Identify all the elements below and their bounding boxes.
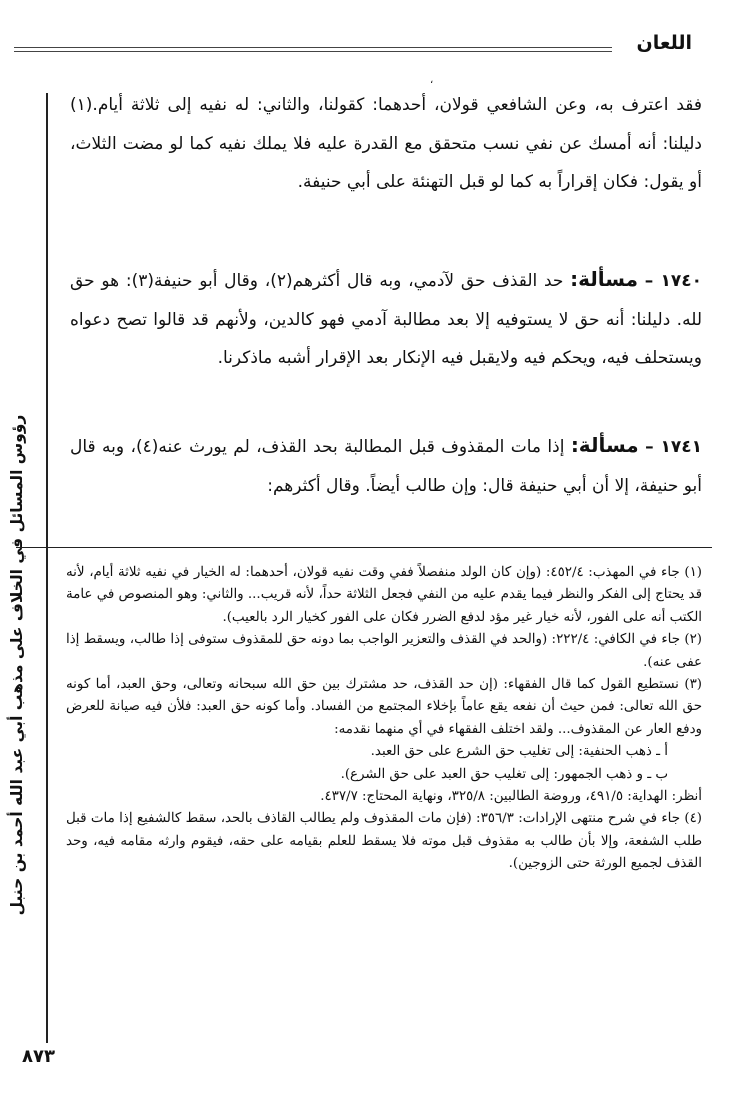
paragraph-intro-text: فقد اعترف به، وعن الشافعي قولان، أحدهما: كقولنا، والثاني: له نفيه إلى ثلاثة أيام.(١) دليلنا: أنه أمسك عن نفي نسب متحقق مع القدرة عليه فلا يملك نفيه كما لو مضت الثلاث، أو يقول: فكان إقراراً به كما لو قبل التهنئة على أبي حنيفة. — [70, 95, 702, 192]
masala-1741-text — [70, 426, 702, 505]
stray-mark: ، — [430, 75, 434, 86]
masala-1740-body: حد القذف حق لآدمي، وبه قال أكثرهم(٢)، وقال أبو حنيفة(٣): هو حق لله. دليلنا: أنه حق لا يستوفيه إلا بعد مطالبة آدمي فهو كالدين، ولأنهم قد قالوا تصح دعواه ويستحلف فيه، ويحكم فيه ولايقبل فيه الإنكار بعد الإقرار أشبه ماذكرنا. — [70, 271, 702, 368]
footnote-separator — [16, 547, 712, 548]
page-number: ٨٧٣ — [22, 1046, 55, 1067]
paragraph-intro — [70, 86, 702, 202]
masala-1740 — [70, 260, 702, 378]
side-running-title-text: رؤوس المسائل في الخلاف على مذهب أبي عبد الله أحمد بن حنبل — [8, 414, 26, 916]
masala-1741-heading: مسألة: — [570, 433, 639, 457]
footnote-3: (٣) نستطيع القول كما قال الفقهاء: (إن حد القذف، حد مشترك بين حق الله سبحانه وتعالى، وحق العبد، أما كونه حق الله تعالى: فمن حيث أن نفعه يقع عاماً بإخلاء المجتمع من الفساد. وأما كونه حق العبد: فلأن فيه صيانة للعرض ودفع العار عن المقذوف... ولقد اختلف الفقهاء في أي منهما نقدمه: — [66, 677, 702, 737]
footnote-3-item-a: أ ـ ذهب الحنفية: إلى تغليب حق الشرع على حق العبد. — [370, 744, 668, 760]
side-vertical-rule — [46, 93, 48, 1043]
masala-1740-number: ١٧٤٠ – — [644, 271, 702, 291]
header-rule — [14, 47, 612, 52]
footnote-3-references: أنظر: الهداية: ٤٩١/٥، وروضة الطالبين: ٣٢٥/٨، ونهاية المحتاج: ٤٣٧/٧. — [320, 789, 702, 805]
footnote-1: (١) جاء في المهذب: ٤٥٢/٤: (وإن كان الولد منفصلاً ففي وقت نفيه قولان، أحدهما: له الخيار في نفيه ثلاثة أيام، لأنه قد يحتاج إلى الفكر والنظر فيما يقدم عليه من النفي فجعل الثلاثة حداً، لأنه قريب... والثاني: وهو المنصوص في عامة الكتب أنه على الفور، لأنه خيار غير مؤد لدفع الضرر فكان على الفور كخيار الرد بالعيب). — [66, 565, 702, 625]
masala-1740-heading: مسألة: — [570, 267, 639, 291]
masala-1741 — [70, 426, 702, 505]
masala-1741-body: إذا مات المقذوف قبل المطالبة بحد القذف، لم يورث عنه(٤)، وبه قال أبو حنيفة، إلا أن أبي حنيفة قال: وإن طالب أيضاً. وقال أكثرهم: — [70, 437, 702, 496]
masala-1740-text — [70, 260, 702, 378]
footnote-3-item-b: ب ـ و ذهب الجمهور: إلى تغليب حق العبد على حق الشرع). — [340, 766, 668, 782]
masala-1741-number: ١٧٤١ – — [645, 437, 703, 457]
side-running-title — [0, 390, 34, 940]
footnote-4: (٤) جاء في شرح منتهى الإرادات: ٣٥٦/٣: (فإن مات المقذوف ولم يطالب القاذف بالحد، سقط كالشفيع إذا مات قبل طلب الشفعة، وإلا بأن طالب به مقذوف قبل موته فلا يسقط للعلم بقيامه على حقه، فيقوم وارثه مقامه فيه، وحد القذف لجميع الورثة حتى الزوجين). — [66, 811, 702, 872]
running-header-title: اللعان — [636, 32, 692, 54]
footnotes — [66, 562, 702, 876]
footnote-2: (٢) جاء في الكافي: ٢٢٢/٤: (والحد في القذف والتعزير الواجب بما دونه حق للمقذوف ستوفى إذا طالب، ويسقط إذا عفى عنه). — [66, 632, 702, 670]
